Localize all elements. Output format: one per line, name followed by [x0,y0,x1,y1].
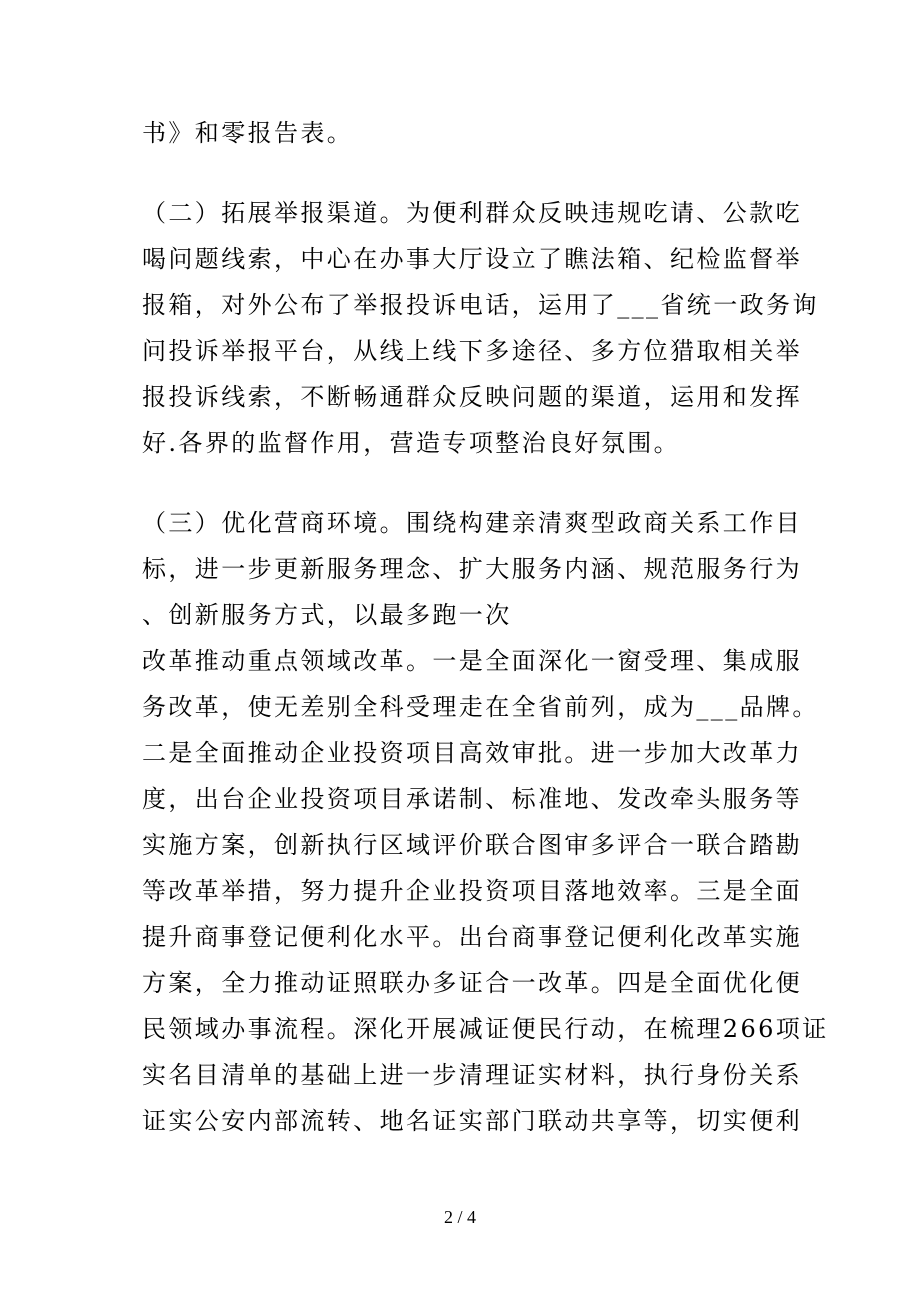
text-line: 度，出台企业投资项目承诺制、标准地、发改牵头服务等 [142,785,802,813]
text-line: 实施方案，创新执行区域评价联合图审多评合一联合踏勘 [142,831,802,859]
text-line: 方案，全力推动证照联办多证合一改革。四是全面优化便 [142,969,802,997]
text-line: 二是全面推动企业投资项目高效审批。进一步加大改革力 [142,739,802,767]
text-line: 改革推动重点领域改革。一是全面深化一窗受理、集成服 [142,647,802,675]
text-line: 提升商事登记便利化水平。出台商事登记便利化改革实施 [142,923,802,951]
text-line: 问投诉举报平台，从线上线下多途径、多方位猎取相关举 [142,337,802,365]
text-line: 、创新服务方式，以最多跑一次 [142,601,512,629]
page-number: 2 / 4 [443,1207,476,1227]
text-line: 实名目清单的基础上进一步清理证实材料，执行身份关系 [142,1061,802,1089]
text-line: 好.各界的监督作用，营造专项整治良好氛围。 [142,429,681,457]
text-line: 报投诉线索，不断畅通群众反映问题的渠道，运用和发挥 [142,383,802,411]
text-line: 书》和零报告表。 [142,119,354,147]
text-line: 民领域办事流程。深化开展减证便民行动，在梳理266项证 [142,1015,829,1043]
text-line: 标，进一步更新服务理念、扩大服务内涵、规范服务行为 [142,555,802,583]
text-line: 证实公安内部流转、地名证实部门联动共享等，切实便利 [142,1107,802,1135]
text-line: 喝问题线索，中心在办事大厅设立了瞧法箱、纪检监督举 [142,245,802,273]
text-line: 等改革举措，努力提升企业投资项目落地效率。三是全面 [142,877,802,905]
text-line: （二）拓展举报渠道。为便利群众反映违规吃请、公款吃 [142,199,802,227]
text-line: 务改革，使无差别全科受理走在全省前列，成为___品牌。 [142,693,819,721]
text-line: （三）优化营商环境。围绕构建亲清爽型政商关系工作目 [142,509,802,537]
text-line: 报箱，对外公布了举报投诉电话，运用了___省统一政务询 [142,291,819,319]
